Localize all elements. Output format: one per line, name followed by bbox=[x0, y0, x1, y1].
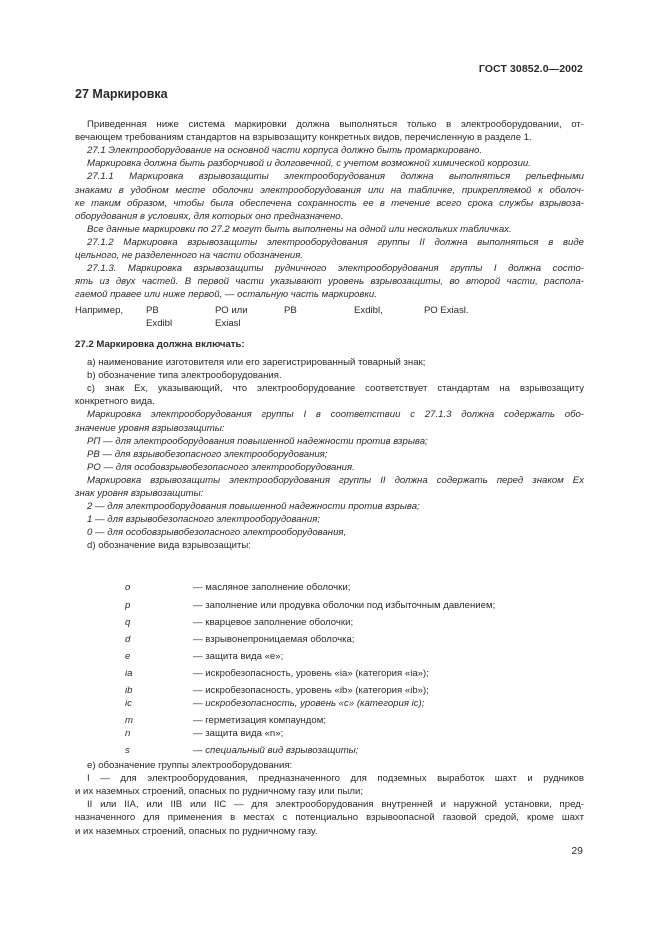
protection-description: — защита вида «n»; bbox=[193, 728, 284, 739]
example-code: Exdibl, bbox=[354, 305, 383, 316]
protection-code: р bbox=[125, 600, 131, 611]
text-line: Все данные маркировки по 27.2 могут быть выполнены на одной или нескольких табличках. bbox=[87, 223, 512, 235]
text-line: значение уровня взрывозащиты: bbox=[75, 422, 225, 434]
text-line: 27.1.2 Маркировка взрывозащиты электрооборудования группы II должна выполняться в виде bbox=[87, 236, 584, 248]
example-code: РО Exiasl. bbox=[424, 305, 469, 316]
text-line: а) наименование изготовителя или его зарегистрированный товарный знак; bbox=[87, 357, 426, 368]
text-line: гаемой правее или ниже первой, — остальную часть маркировки. bbox=[75, 289, 377, 301]
example-code: Exdibl bbox=[146, 318, 173, 329]
text-line: Приведенная ниже система маркировки должна выполняться только в электрооборудовании, от- bbox=[87, 119, 584, 130]
text-line: РО — для особовзрывобезопасного электрооборудования. bbox=[87, 461, 355, 473]
text-line: ке таким образом, чтобы была обеспечена сохранность ее в течение всего срока службы взрывоза- bbox=[75, 197, 584, 209]
standard-header: ГОСТ 30852.0—2002 bbox=[478, 63, 583, 75]
text-line: I — для электрооборудования, предназначенного для подземных выработок шахт и рудников bbox=[87, 773, 584, 785]
text-line: Маркировка взрывозащиты электрооборудования группы II должна содержать перед знаком Ex bbox=[87, 474, 584, 486]
example-code: РВ bbox=[284, 305, 297, 316]
page-number: 29 bbox=[571, 845, 583, 857]
text-line: оборудования в условиях, для которых оно предназначено. bbox=[75, 210, 344, 222]
text-line: и их наземных строений, опасных по рудничному газу или пыли; bbox=[75, 786, 364, 798]
protection-description: — масляное заполнение оболочки; bbox=[193, 582, 351, 593]
text-line: и их наземных строений, опасных по рудничному газу. bbox=[75, 825, 318, 837]
text-line: конкретного вида. bbox=[75, 396, 155, 408]
protection-code: q bbox=[125, 617, 131, 628]
protection-description: — искробезопасность, уровень «ib» (категория «ib»); bbox=[193, 685, 429, 696]
text-line: знак уровня взрывозащиты: bbox=[75, 488, 204, 499]
text-line: цельного, не разделенного на части обозначения. bbox=[75, 250, 304, 261]
protection-code: ib bbox=[125, 685, 133, 696]
text-line: с) знак Ex, указывающий, что электрооборудование соответствует стандартам на взрывозащиту bbox=[87, 383, 584, 395]
text-line: 27.1.1 Маркировка взрывозащиты электрооборудования должна выполняться рельефными bbox=[87, 171, 584, 183]
protection-description: — герметизация компаундом; bbox=[193, 715, 326, 726]
text-line: Маркировка электрооборудования группы I в соответствии с 27.1.3 должна содержать обо- bbox=[87, 409, 584, 421]
protection-code: d bbox=[125, 634, 131, 645]
text-line: знаками в удобном месте оболочки электрооборудования или на табличке, прикрепляемой к оболоч- bbox=[75, 184, 584, 196]
text-line: d) обозначение вида взрывозащиты: bbox=[87, 540, 251, 552]
text-line: назначенного для применения в местах с потенциально взрывоопасной газовой средой, кроме шахт bbox=[75, 812, 584, 824]
text-line: е) обозначение группы электрооборудования: bbox=[87, 760, 293, 771]
text-line: II или IIA, или IIB или IIC — для электрооборудования внутренней и наружной установки, пред- bbox=[87, 799, 584, 811]
text-line: b) обозначение типа электрооборудования. bbox=[87, 370, 282, 382]
text-line: 27.1 Электрооборудование на основной части корпуса должно быть промаркировано. bbox=[87, 145, 483, 157]
example-code: РО или bbox=[215, 305, 248, 316]
protection-code: m bbox=[125, 715, 133, 726]
example-label: Например, bbox=[75, 305, 124, 316]
protection-code: ia bbox=[125, 668, 133, 679]
text-line: РП — для электрооборудования повышенной надежности против взрыва; bbox=[87, 435, 428, 447]
text-line: 0 — для особовзрывобезопасного электрооборудования, bbox=[87, 527, 347, 539]
protection-description: — взрывонепроницаемая оболочка; bbox=[193, 634, 355, 645]
subsection-title: 27.2 Маркировка должна включать: bbox=[75, 339, 245, 350]
protection-description: — искробезопасность, уровень «с» (категория ic); bbox=[193, 698, 425, 709]
text-line: Маркировка должна быть разборчивой и долговечной, с учетом возможной химической коррозии. bbox=[87, 158, 531, 170]
protection-description: — заполнение или продувка оболочки под избыточным давлением; bbox=[193, 600, 496, 611]
text-line: 1 — для взрывобезопасного электрооборудования; bbox=[87, 514, 321, 526]
protection-code: е bbox=[125, 651, 131, 662]
protection-description: — защита вида «е»; bbox=[193, 651, 284, 662]
example-code: РВ bbox=[146, 305, 159, 316]
example-code: Exiasl bbox=[215, 318, 241, 329]
text-line: вечающем требованиям стандартов на взрывозащиту конкретных видов, перечисленную в разделе 1. bbox=[75, 132, 532, 144]
protection-code: ic bbox=[125, 698, 132, 709]
protection-code: о bbox=[125, 582, 131, 593]
section-title: 27 Маркировка bbox=[75, 87, 168, 101]
protection-description: — искробезопасность, уровень «ia» (категория «ia»); bbox=[193, 668, 429, 679]
protection-code: n bbox=[125, 728, 131, 739]
text-line: 2 — для электрооборудования повышенной надежности против взрыва; bbox=[87, 501, 420, 513]
protection-description: — кварцевое заполнение оболочки; bbox=[193, 617, 354, 628]
text-line: 27.1.3. Маркировка взрывозащиты рудничного электрооборудования группы I должна состо- bbox=[87, 263, 584, 275]
protection-description: — специальный вид взрывозащиты; bbox=[193, 745, 359, 756]
text-line: РВ — для взрывобезопасного электрооборудования; bbox=[87, 448, 328, 460]
text-line: ять из двух частей. В первой части указывают уровень взрывозащиты, во второй части, распола- bbox=[75, 276, 584, 288]
protection-code: s bbox=[125, 745, 130, 756]
